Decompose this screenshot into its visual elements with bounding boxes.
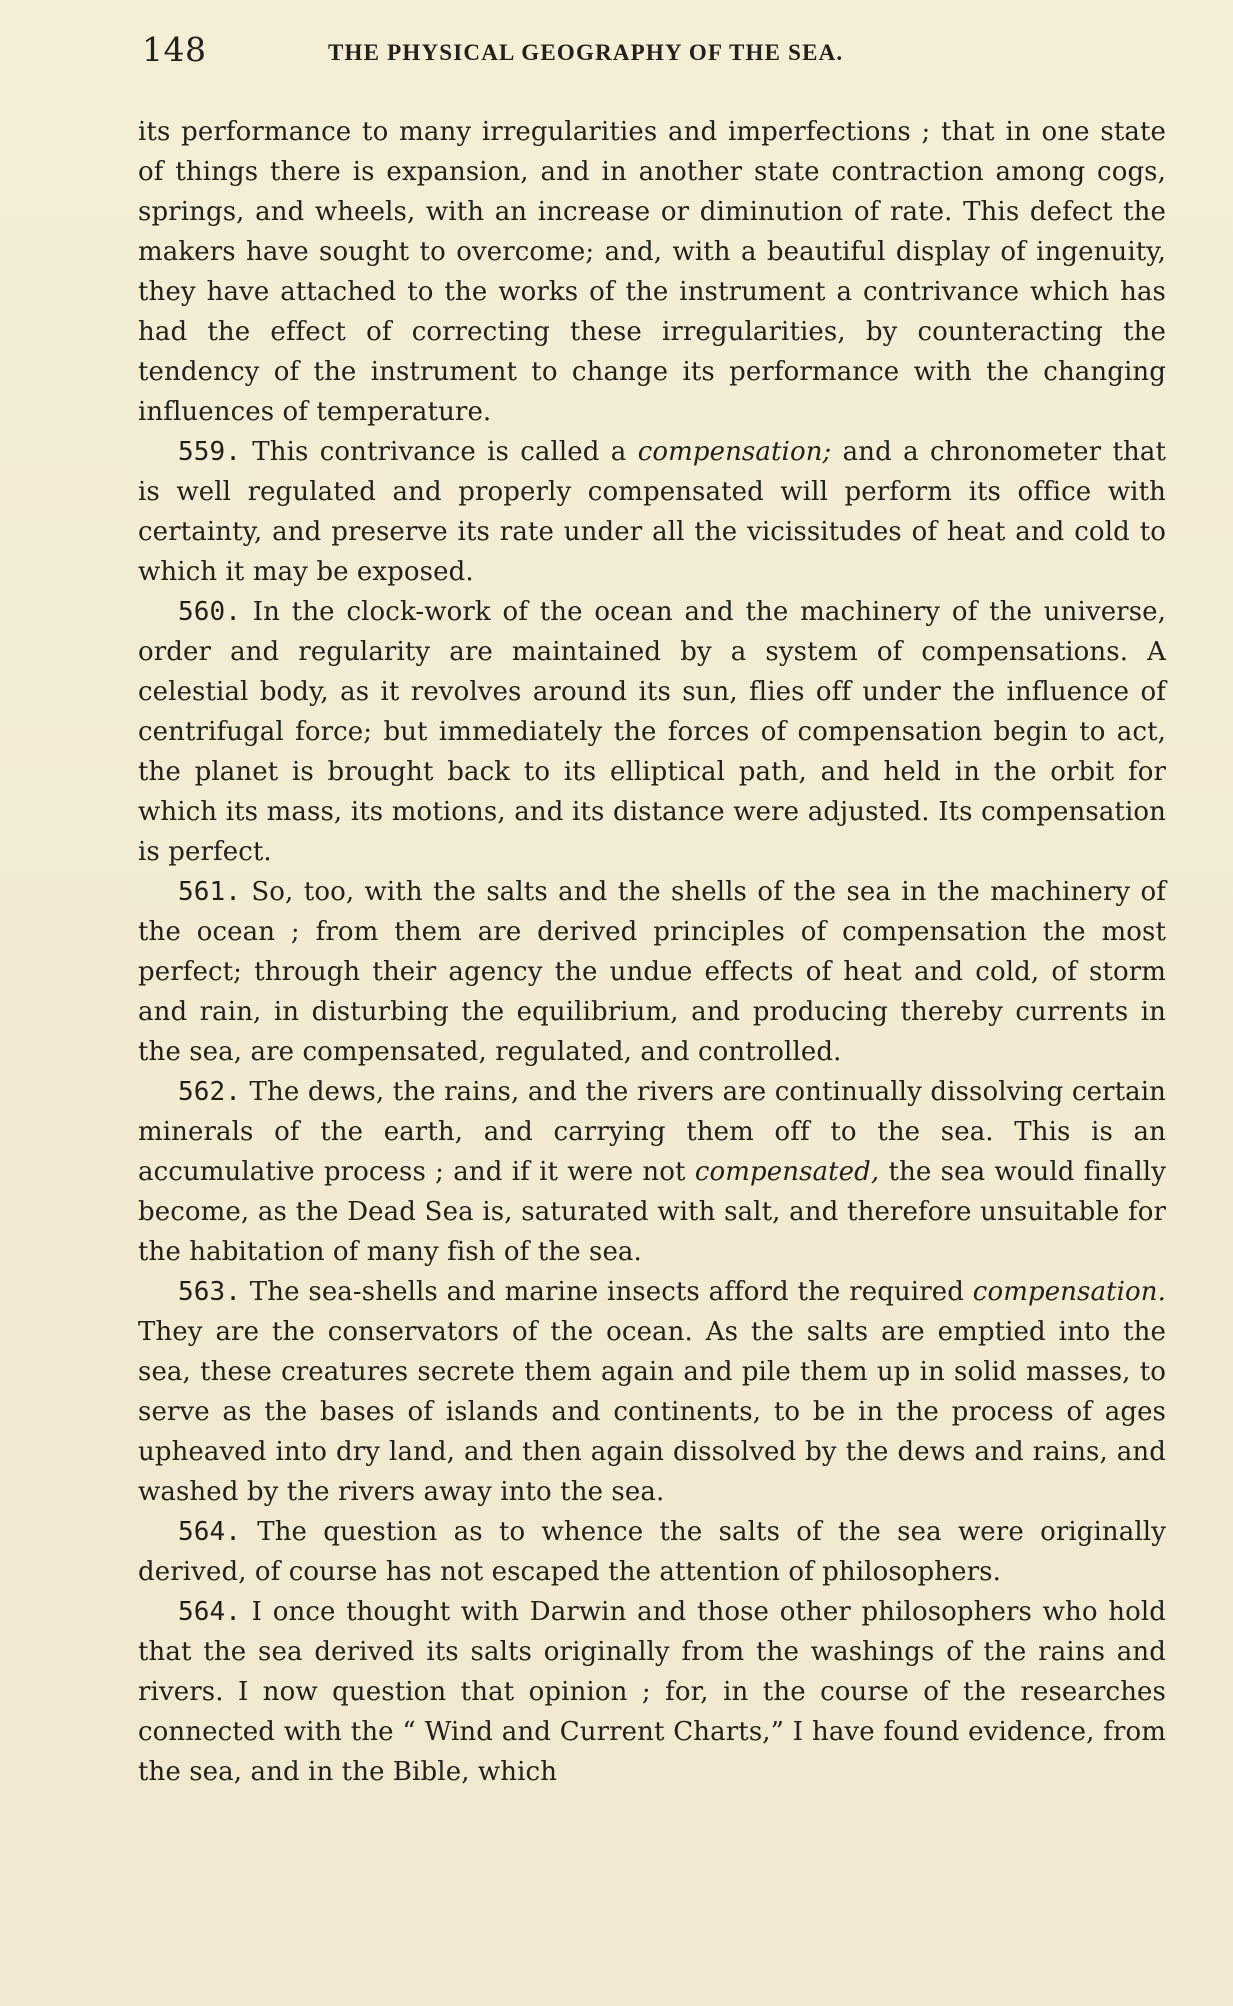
paragraph-559 — [138, 432, 1166, 592]
paragraph-number: 563. — [178, 1277, 242, 1307]
page-header — [138, 30, 998, 80]
italic-term: compensation. — [972, 1277, 1166, 1307]
paragraph-number: 564. — [178, 1517, 242, 1547]
paragraph-number: 560. — [178, 597, 242, 627]
paragraph-text: The dews, the rains, and the rivers are continually dissolving certain minerals of the earth, and carrying them off to the sea. This is an accumulative process ; and if it were not — [138, 1077, 1166, 1187]
italic-term: compensation; — [637, 437, 832, 467]
italic-term: compensated, — [694, 1157, 880, 1187]
paragraph-number: 564. — [178, 1597, 242, 1627]
paragraph-564 — [138, 1512, 1166, 1592]
paragraph-text: This contrivance is called a — [241, 437, 638, 467]
body-text — [138, 112, 1166, 1792]
paragraph-continuation — [138, 112, 1166, 432]
paragraph-number: 562. — [178, 1077, 242, 1107]
paragraph-text: the sea would finally become, as the Dead Sea is, saturated with salt, and therefore unsuitable for the habitation of many fish of the sea. — [138, 1157, 1166, 1267]
paragraph-561 — [138, 872, 1166, 1072]
paragraph-text: They are the conservators of the ocean. As the salts are emptied into the sea, these creatures secrete them again and pile them up in solid masses, to serve as the bases of islands and continents, to be in the process of ages upheaved into dry land, and then again dissolved by the dews and rains, and washed by the rivers away into the sea. — [138, 1317, 1166, 1507]
paragraph-563 — [138, 1272, 1166, 1512]
paragraph-text: I once thought with Darwin and those other philosophers who hold that the sea derived its salts originally from the washings of the rains and rivers. I now question that opinion ; for, in the course of the researches connected with the “ Wind and Current Charts,” I have found evidence, from the sea, and in the Bible, which — [138, 1597, 1166, 1787]
paragraph-number: 561. — [178, 877, 242, 907]
running-head: THE PHYSICAL GEOGRAPHY OF THE SEA. — [328, 40, 844, 65]
paragraph-560 — [138, 592, 1166, 872]
paragraph-text: So, too, with the salts and the shells of the sea in the machinery of the ocean ; from them are derived principles of compensation the most perfect; through their agency the undue effects of heat and cold, of storm and rain, in disturbing the equilibrium, and producing thereby currents in the sea, are compensated, regulated, and controlled. — [138, 877, 1166, 1067]
paragraph-text: The sea-shells and marine insects afford the required — [241, 1277, 973, 1307]
page-number: 148 — [142, 30, 207, 69]
paragraph-text: its performance to many irregularities and imperfections ; that in one state of things there is expansion, and in another state contraction among cogs, springs, and wheels, with an increase or diminution of rate. This defect the makers have sought to overcome; and, with a beautiful display of ingenuity, they have attached to the works of the instrument a contrivance which has had the effect of correcting these irregularities, by counteracting the tendency of the instrument to change its performance with the changing influences of temperature. — [138, 117, 1166, 427]
paragraph-number: 559. — [178, 437, 242, 467]
paragraph-text: In the clock-work of the ocean and the machinery of the universe, order and regularity are maintained by a system of compensations. A celestial body, as it revolves around its sun, flies off under the influence of centrifugal force; but immediately the forces of compensation begin to act, the planet is brought back to its elliptical path, and held in the orbit for which its mass, its motions, and its distance were adjusted. Its compensation is perfect. — [138, 597, 1166, 867]
paragraph-564-second — [138, 1592, 1166, 1792]
paragraph-562 — [138, 1072, 1166, 1272]
paragraph-text: The question as to whence the salts of the sea were originally derived, of course has not escaped the attention of philosophers. — [138, 1517, 1166, 1587]
paragraph-text: and a chronometer that is well regulated and properly compensated will perform its office with certainty, and preserve its rate under all the vicissitudes of heat and cold to which it may be exposed. — [138, 437, 1166, 587]
